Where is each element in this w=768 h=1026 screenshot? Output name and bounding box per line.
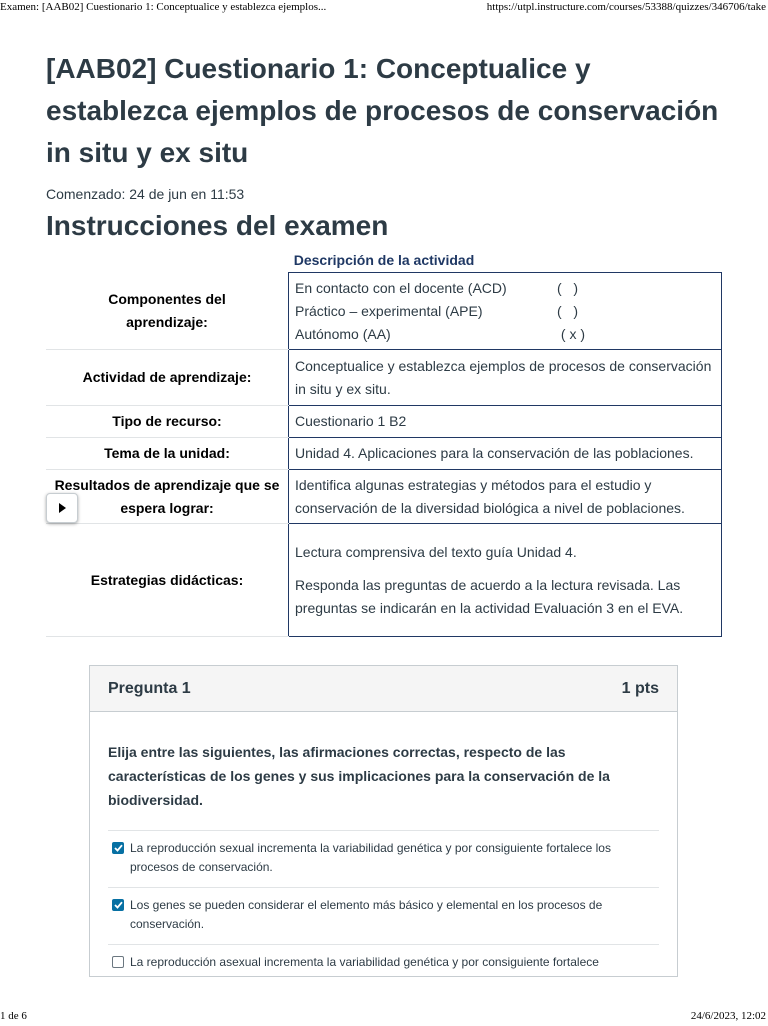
answer-option[interactable] (108, 944, 659, 977)
page-title: [AAB02] Cuestionario 1: Conceptualice y establezca ejemplos de procesos de conservación in situ y ex situ (46, 53, 719, 168)
check-icon (114, 901, 123, 909)
activity-description-table (46, 272, 722, 637)
table-row (46, 438, 722, 470)
answer-checkbox-unchecked[interactable] (112, 956, 124, 968)
table-row (46, 350, 722, 406)
component-option: En contacto con el docente (ACD) ( ) (295, 279, 578, 296)
strategies-label: Estrategias didácticas: (46, 524, 289, 637)
question-header (90, 666, 677, 712)
table-row (46, 524, 722, 637)
question-points: 1 pts (621, 679, 659, 697)
print-datetime: 24/6/2023, 12:02 (690, 1010, 766, 1022)
print-header-url: https://utpl.instructure.com/courses/53388/quizzes/346706/take (486, 1, 766, 13)
expand-toggle-button[interactable] (46, 493, 78, 523)
question-card (89, 665, 678, 977)
answer-text: Los genes se pueden considerar el elemento más básico y elemental en los procesos de conservación. (130, 898, 603, 931)
activity-label: Actividad de aprendizaje: (46, 350, 289, 406)
strategies-value (289, 524, 722, 637)
components-label: Componentes del aprendizaje: (46, 273, 289, 350)
print-header (0, 1, 768, 17)
unit-topic-label: Tema de la unidad: (46, 438, 289, 470)
component-option: Práctico – experimental (APE) ( ) (295, 302, 578, 319)
activity-value: Conceptualice y establezca ejemplos de procesos de conservación in situ y ex situ. (289, 350, 722, 406)
started-timestamp: Comenzado: 24 de jun en 11:53 (46, 186, 245, 202)
check-icon (114, 844, 123, 852)
table-row (46, 273, 722, 350)
table-row (46, 406, 722, 438)
learning-results-label: Resultados de aprendizaje que se espera lograr: (46, 470, 289, 524)
answer-text: La reproducción sexual incrementa la variabilidad genética y por consiguiente fortalece los procesos de conservación. (130, 841, 611, 874)
strategies-paragraph: Responda las preguntas de acuerdo a la lectura revisada. Las preguntas se indicarán en la actividad Evaluación 3 en el EVA. (295, 576, 684, 616)
print-header-title: Examen: [AAB02] Cuestionario 1: Conceptualice y establezca ejemplos... (0, 1, 327, 13)
question-text: Elija entre las siguientes, las afirmaciones correctas, respecto de las características de los genes y sus implicaciones para la conservación de la biodiversidad. (108, 744, 610, 808)
activity-description-caption: Descripción de la actividad (293, 252, 475, 268)
question-title: Pregunta 1 (108, 679, 191, 697)
component-option: Autónomo (AA) ( x ) (295, 325, 585, 342)
answer-option[interactable] (108, 887, 659, 944)
question-body (90, 712, 677, 977)
page-number: 1 de 6 (0, 1010, 27, 1022)
resource-type-label: Tipo de recurso: (46, 406, 289, 438)
unit-topic-value: Unidad 4. Aplicaciones para la conservación de las poblaciones. (289, 438, 722, 470)
components-value (289, 273, 722, 350)
answer-text: La reproducción asexual incrementa la variabilidad genética y por consiguiente fortalece (130, 955, 599, 969)
answer-checkbox-checked[interactable] (112, 899, 124, 911)
answer-checkbox-checked[interactable] (112, 842, 124, 854)
resource-type-value: Cuestionario 1 B2 (289, 406, 722, 438)
table-row (46, 470, 722, 524)
instructions-heading: Instrucciones del examen (46, 210, 389, 241)
learning-results-value: Identifica algunas estrategias y métodos para el estudio y conservación de la diversidad biológica a nivel de poblaciones. (289, 470, 722, 524)
strategies-paragraph: Lectura comprensiva del texto guía Unidad 4. (295, 543, 577, 560)
main-content (46, 48, 736, 637)
answer-option[interactable] (108, 830, 659, 887)
play-icon (58, 503, 67, 513)
